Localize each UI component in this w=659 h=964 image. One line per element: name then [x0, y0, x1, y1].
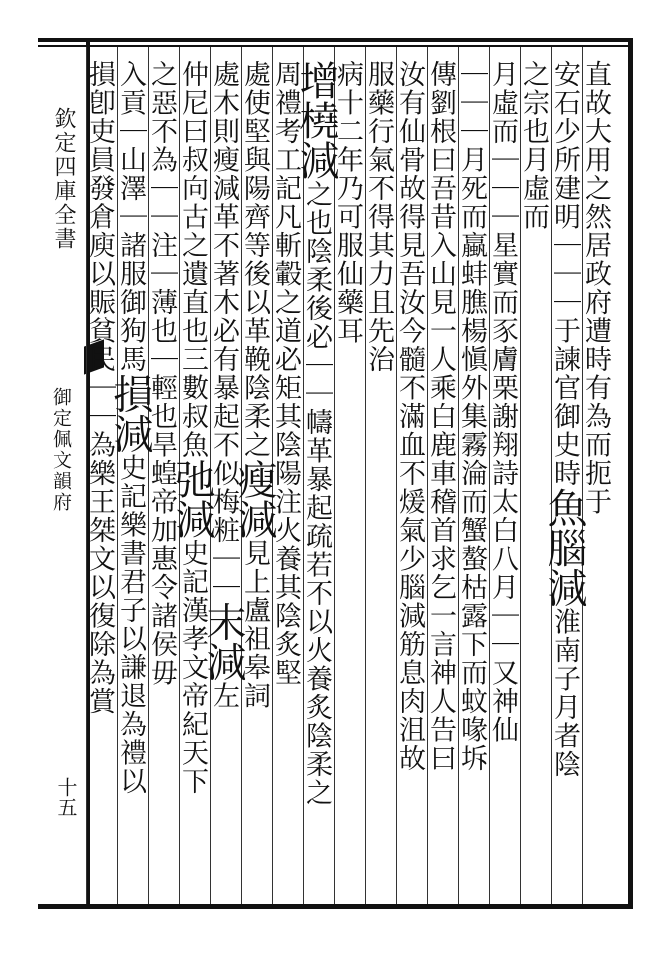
text-column-c15: [146, 60, 181, 905]
headword: 弛減: [169, 459, 215, 539]
headword: 瘦減: [231, 459, 277, 539]
column-text: 之也陰柔後必｜｜幬革暴起疏若不以火養炙陰柔之: [301, 180, 332, 807]
column-text: 服藥行氣不得其力且先治: [363, 60, 394, 374]
text-column-c17: [84, 60, 119, 905]
column-text: 史記樂書君子以謙退為禮以: [115, 453, 146, 796]
column-text: 之宗也月虛而: [518, 60, 549, 231]
headword: 損減: [107, 373, 153, 454]
frame-top-rule: [38, 38, 633, 42]
headword: 橈減: [293, 100, 339, 180]
column-text: 淮南子月者陰: [549, 607, 580, 779]
text-column-c11: [270, 60, 305, 905]
text-column-c6: [425, 60, 460, 905]
text-column-c7: [394, 60, 429, 905]
frame-right-rule: [628, 38, 633, 909]
edition-title: 欽定四庫全書: [51, 107, 76, 251]
column-text: 月虛而｜｜｜星實而豕膚栗謝翔詩太白八月｜｜又神仙: [487, 60, 518, 744]
column-text: 旱蝗帝加惠令諸侯毋: [146, 430, 177, 687]
book-title: 御定佩文韻府: [50, 387, 72, 513]
column-text: 仲尼曰叔向古之遺直也三數叔魚: [177, 60, 208, 459]
column-text: 處使堅與陽齊等後以革鞔陰柔之: [239, 60, 270, 459]
column-text: 之惡不為｜｜注｜薄也｜輕也: [146, 60, 177, 431]
column-text: 處木則瘦減革不著木必有暴起: [208, 60, 239, 431]
headword: 末減: [200, 601, 246, 682]
text-column-c9: [332, 60, 367, 905]
column-text: 安石少所建明｜｜｜于諫官御史時: [549, 60, 580, 488]
text-column-c5: [456, 60, 491, 905]
headword: 增: [293, 60, 339, 100]
column-text: 入貢｜山澤｜諸服御狗馬: [115, 60, 146, 374]
page-number: 十五: [54, 777, 78, 817]
text-column-c3: [518, 60, 553, 905]
frame-inner-rule: [38, 45, 633, 47]
text-column-c4: [487, 60, 522, 905]
column-text: 病十二年乃可服仙藥耳: [332, 60, 363, 345]
text-column-c1: [580, 60, 615, 905]
column-text: 史記漢孝文帝紀天下: [177, 539, 208, 796]
text-column-c16: [107, 60, 153, 905]
column-text: 傳劉根曰吾昔入山見一人乘白鹿車稽首求乞一言神人告曰: [425, 60, 456, 773]
text-column-c13: [200, 60, 246, 905]
text-column-c12: [231, 60, 277, 905]
text-column-c8: [363, 60, 398, 905]
column-text: 損卽吏員發倉庾以賑貧民: [84, 60, 115, 374]
column-text: 左: [208, 681, 239, 710]
column-text: 不似梅粧｜｜: [208, 430, 239, 602]
column-text: ｜｜｜月死而蠃蚌膲楊愼外集霧淪而蟹螯枯露下而蚊喙坼: [456, 60, 487, 773]
column-text: ｜｜為樂王桀文以復除為賞: [84, 373, 115, 716]
text-column-c14: [169, 60, 215, 905]
text-column-c10: [293, 60, 339, 905]
column-text: 見上盧祖皋詞: [239, 539, 270, 710]
column-text: 直故大用之然居政府遭時有為而扼于: [580, 60, 611, 516]
column-text: 周禮考工記凡斬轂之道必矩其陰陽注火養其陰炙堅: [270, 60, 301, 687]
column-text: 汝有仙骨故得見吾汝今髓不滿血不煖氣少腦減筋息肉沮故: [394, 60, 425, 773]
headword: 魚腦減: [541, 487, 587, 608]
text-column-c2: [541, 60, 587, 905]
